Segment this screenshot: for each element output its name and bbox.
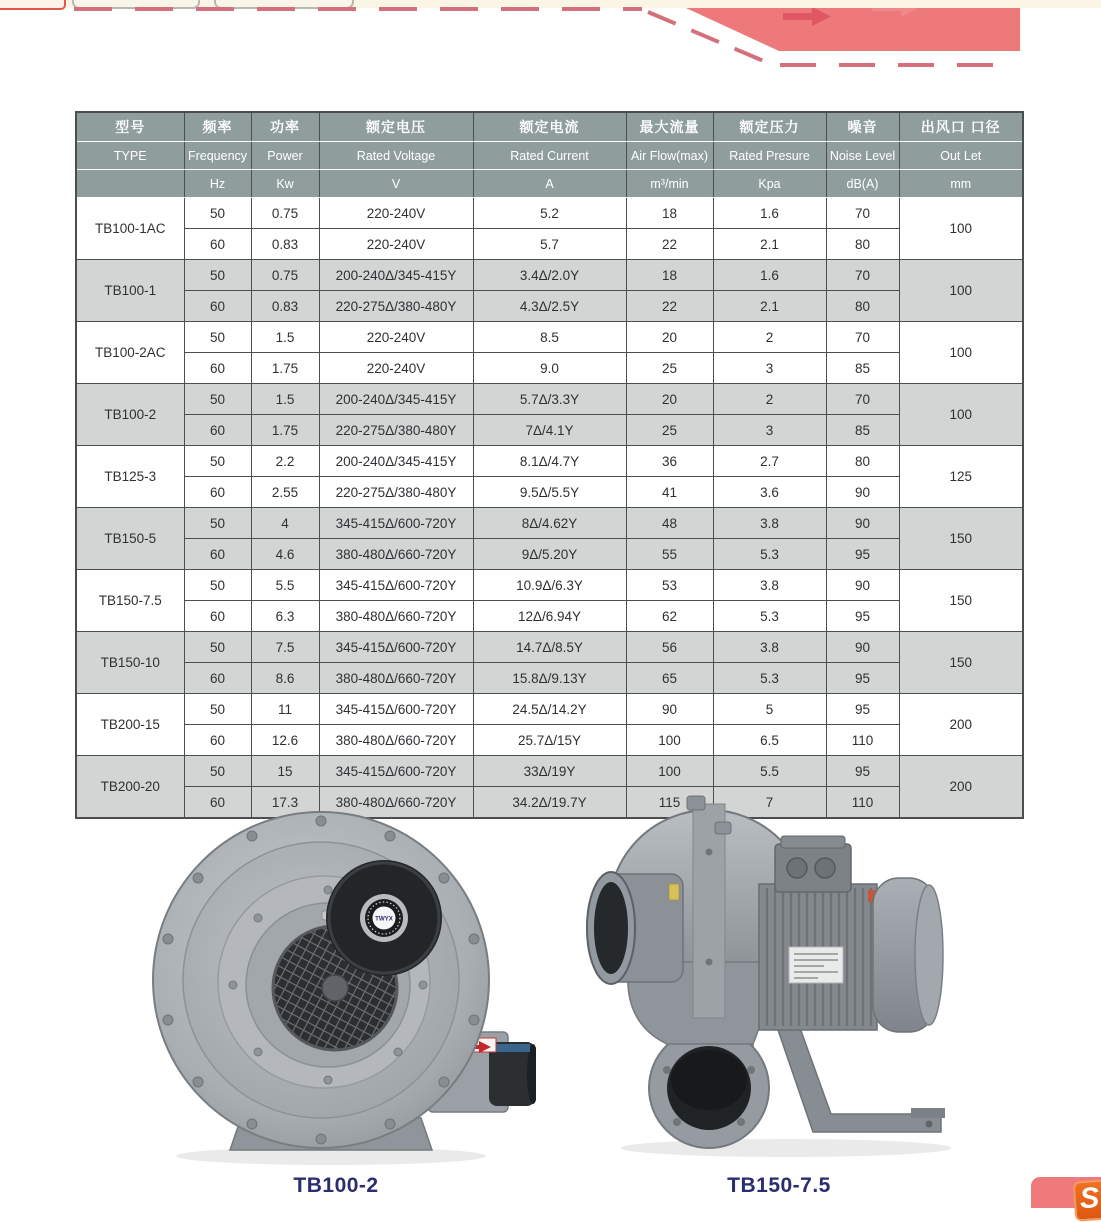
table-cell: 110 bbox=[826, 787, 899, 819]
header-row-english bbox=[76, 142, 1023, 170]
table-cell: 50 bbox=[184, 446, 251, 477]
table-cell: 60 bbox=[184, 291, 251, 322]
header-cell: Kpa bbox=[713, 170, 826, 198]
outlet-cell: 100 bbox=[899, 260, 1023, 322]
table-cell: 80 bbox=[826, 291, 899, 322]
outlet-cell: 150 bbox=[899, 570, 1023, 632]
model-type-cell: TB100-1AC bbox=[76, 198, 184, 260]
table-cell: 4.6 bbox=[251, 539, 319, 570]
table-cell: 2.1 bbox=[713, 229, 826, 260]
table-cell: 3.8 bbox=[713, 632, 826, 663]
table-row bbox=[76, 663, 1023, 694]
outlet-cell: 150 bbox=[899, 632, 1023, 694]
model-type-cell: TB150-10 bbox=[76, 632, 184, 694]
table-cell: 12Δ/6.94Y bbox=[473, 601, 626, 632]
table-cell: 60 bbox=[184, 663, 251, 694]
table-cell: 50 bbox=[184, 198, 251, 229]
table-cell: 9.5Δ/5.5Y bbox=[473, 477, 626, 508]
header-cell: 额定电压 bbox=[319, 112, 473, 142]
model-type-cell: TB200-20 bbox=[76, 756, 184, 819]
header-cell: m³/min bbox=[626, 170, 713, 198]
outlet-cell: 100 bbox=[899, 384, 1023, 446]
spec-table-container bbox=[75, 111, 1024, 819]
brand-badge-icon: S bbox=[1073, 1178, 1101, 1221]
table-cell: 55 bbox=[626, 539, 713, 570]
header-cell: 额定压力 bbox=[713, 112, 826, 142]
table-cell: 9Δ/5.20Y bbox=[473, 539, 626, 570]
table-cell: 5 bbox=[713, 694, 826, 725]
table-row bbox=[76, 322, 1023, 353]
table-cell: 36 bbox=[626, 446, 713, 477]
table-cell: 90 bbox=[626, 694, 713, 725]
header-cell: 噪音 bbox=[826, 112, 899, 142]
table-cell: 18 bbox=[626, 198, 713, 229]
model-type-cell: TB150-5 bbox=[76, 508, 184, 570]
table-cell: 41 bbox=[626, 477, 713, 508]
table-cell: 220-240V bbox=[319, 198, 473, 229]
table-row bbox=[76, 725, 1023, 756]
table-cell: 95 bbox=[826, 694, 899, 725]
table-cell: 220-275Δ/380-480Y bbox=[319, 415, 473, 446]
table-cell: 34.2Δ/19.7Y bbox=[473, 787, 626, 819]
table-row bbox=[76, 539, 1023, 570]
header-cell: Rated Current bbox=[473, 142, 626, 170]
table-cell: 80 bbox=[826, 229, 899, 260]
table-cell: 220-275Δ/380-480Y bbox=[319, 291, 473, 322]
motor-body bbox=[759, 884, 877, 1030]
table-cell: 95 bbox=[826, 601, 899, 632]
table-cell: 5.2 bbox=[473, 198, 626, 229]
header-cell: mm bbox=[899, 170, 1023, 198]
table-cell: 6.5 bbox=[713, 725, 826, 756]
table-cell: 85 bbox=[826, 415, 899, 446]
table-cell: 380-480Δ/660-720Y bbox=[319, 539, 473, 570]
junction-box bbox=[775, 836, 851, 892]
motor-end-cap bbox=[873, 878, 943, 1032]
table-cell: 60 bbox=[184, 229, 251, 260]
header-cell: Frequency bbox=[184, 142, 251, 170]
table-cell: 220-275Δ/380-480Y bbox=[319, 477, 473, 508]
table-row bbox=[76, 694, 1023, 725]
outlet-cell: 200 bbox=[899, 694, 1023, 756]
header-row-units bbox=[76, 170, 1023, 198]
caption-left-model: TB100-2 bbox=[293, 1174, 379, 1197]
table-cell: 50 bbox=[184, 322, 251, 353]
table-cell: 11 bbox=[251, 694, 319, 725]
table-cell: 50 bbox=[184, 694, 251, 725]
table-cell: 345-415Δ/600-720Y bbox=[319, 632, 473, 663]
mounting-feet bbox=[777, 1017, 945, 1132]
table-header bbox=[76, 112, 1023, 198]
table-cell: 1.6 bbox=[713, 260, 826, 291]
table-cell: 220-240V bbox=[319, 353, 473, 384]
table-cell: 200-240Δ/345-415Y bbox=[319, 260, 473, 291]
table-cell: 70 bbox=[826, 260, 899, 291]
table-cell: 70 bbox=[826, 384, 899, 415]
table-cell: 15.8Δ/9.13Y bbox=[473, 663, 626, 694]
model-type-cell: TB100-2AC bbox=[76, 322, 184, 384]
table-cell: 5.3 bbox=[713, 663, 826, 694]
header-cell: 出风口 口径 bbox=[899, 112, 1023, 142]
table-cell: 60 bbox=[184, 415, 251, 446]
header-cell: Kw bbox=[251, 170, 319, 198]
outlet-cell: 100 bbox=[899, 322, 1023, 384]
table-cell: 56 bbox=[626, 632, 713, 663]
table-row bbox=[76, 415, 1023, 446]
table-cell: 1.75 bbox=[251, 415, 319, 446]
header-cell: A bbox=[473, 170, 626, 198]
table-cell: 25 bbox=[626, 353, 713, 384]
table-cell: 95 bbox=[826, 756, 899, 787]
header-cell: 功率 bbox=[251, 112, 319, 142]
table-cell: 5.7Δ/3.3Y bbox=[473, 384, 626, 415]
table-cell: 90 bbox=[826, 508, 899, 539]
table-cell: 110 bbox=[826, 725, 899, 756]
table-cell: 1.6 bbox=[713, 198, 826, 229]
table-row bbox=[76, 570, 1023, 601]
header-cell: Hz bbox=[184, 170, 251, 198]
table-cell: 90 bbox=[826, 632, 899, 663]
table-cell: 5.3 bbox=[713, 539, 826, 570]
table-cell: 3 bbox=[713, 415, 826, 446]
table-cell: 2.55 bbox=[251, 477, 319, 508]
blower-side-photo bbox=[581, 792, 981, 1164]
table-row bbox=[76, 601, 1023, 632]
table-cell: 8Δ/4.62Y bbox=[473, 508, 626, 539]
table-cell: 60 bbox=[184, 725, 251, 756]
header-cell: 最大流量 bbox=[626, 112, 713, 142]
table-cell: 2.1 bbox=[713, 291, 826, 322]
table-cell: 3.6 bbox=[713, 477, 826, 508]
table-cell: 8.5 bbox=[473, 322, 626, 353]
table-cell: 9.0 bbox=[473, 353, 626, 384]
table-row bbox=[76, 756, 1023, 787]
table-cell: 7Δ/4.1Y bbox=[473, 415, 626, 446]
table-cell: 3.4Δ/2.0Y bbox=[473, 260, 626, 291]
outlet-cell: 100 bbox=[899, 198, 1023, 260]
table-cell: 8.1Δ/4.7Y bbox=[473, 446, 626, 477]
header-cell: TYPE bbox=[76, 142, 184, 170]
table-cell: 6.3 bbox=[251, 601, 319, 632]
model-type-cell: TB100-1 bbox=[76, 260, 184, 322]
table-cell: 20 bbox=[626, 384, 713, 415]
table-cell: 5.7 bbox=[473, 229, 626, 260]
table-cell: 5.5 bbox=[251, 570, 319, 601]
table-cell: 60 bbox=[184, 539, 251, 570]
table-cell: 1.5 bbox=[251, 384, 319, 415]
table-row bbox=[76, 477, 1023, 508]
table-cell: 345-415Δ/600-720Y bbox=[319, 756, 473, 787]
table-cell: 3.8 bbox=[713, 570, 826, 601]
table-cell: 3 bbox=[713, 353, 826, 384]
header-cell: 型号 bbox=[76, 112, 184, 142]
header-cell bbox=[76, 170, 184, 198]
table-row bbox=[76, 291, 1023, 322]
table-cell: 10.9Δ/6.3Y bbox=[473, 570, 626, 601]
header-cell: dB(A) bbox=[826, 170, 899, 198]
table-cell: 33Δ/19Y bbox=[473, 756, 626, 787]
table-cell: 2 bbox=[713, 384, 826, 415]
table-cell: 22 bbox=[626, 291, 713, 322]
pink-banner-shape bbox=[686, 8, 1020, 51]
table-cell: 50 bbox=[184, 632, 251, 663]
table-cell: 50 bbox=[184, 260, 251, 291]
table-cell: 220-240V bbox=[319, 322, 473, 353]
table-cell: 2.2 bbox=[251, 446, 319, 477]
table-cell: 12.6 bbox=[251, 725, 319, 756]
header-cell: Out Let bbox=[899, 142, 1023, 170]
table-row bbox=[76, 198, 1023, 229]
table-cell: 200-240Δ/345-415Y bbox=[319, 446, 473, 477]
table-row bbox=[76, 508, 1023, 539]
table-cell: 50 bbox=[184, 508, 251, 539]
table-row bbox=[76, 229, 1023, 260]
outlet-cell: 200 bbox=[899, 756, 1023, 819]
header-cell: Power bbox=[251, 142, 319, 170]
table-cell: 70 bbox=[826, 322, 899, 353]
table-cell: 14.7Δ/8.5Y bbox=[473, 632, 626, 663]
table-row bbox=[76, 446, 1023, 477]
table-cell: 345-415Δ/600-720Y bbox=[319, 570, 473, 601]
table-cell: 18 bbox=[626, 260, 713, 291]
table-cell: 15 bbox=[251, 756, 319, 787]
table-cell: 380-480Δ/660-720Y bbox=[319, 725, 473, 756]
table-cell: 25.7Δ/15Y bbox=[473, 725, 626, 756]
table-cell: 1.75 bbox=[251, 353, 319, 384]
table-cell: 53 bbox=[626, 570, 713, 601]
table-cell: 2 bbox=[713, 322, 826, 353]
table-cell: 345-415Δ/600-720Y bbox=[319, 694, 473, 725]
table-cell: 50 bbox=[184, 570, 251, 601]
table-cell: 4 bbox=[251, 508, 319, 539]
table-cell: 22 bbox=[626, 229, 713, 260]
table-cell: 60 bbox=[184, 477, 251, 508]
caption-right-model: TB150-7.5 bbox=[727, 1174, 831, 1197]
blower-front-photo bbox=[136, 792, 536, 1172]
table-cell: 4.3Δ/2.5Y bbox=[473, 291, 626, 322]
hub-logo-text: TWYX bbox=[375, 915, 393, 923]
model-type-cell: TB200-15 bbox=[76, 694, 184, 756]
table-row bbox=[76, 632, 1023, 663]
table-cell: 25 bbox=[626, 415, 713, 446]
table-cell: 60 bbox=[184, 787, 251, 819]
table-cell: 50 bbox=[184, 756, 251, 787]
header-cell: Air Flow(max) bbox=[626, 142, 713, 170]
header-cell: Noise Level bbox=[826, 142, 899, 170]
header-cell: Rated Voltage bbox=[319, 142, 473, 170]
model-type-cell: TB150-7.5 bbox=[76, 570, 184, 632]
header-cell: 频率 bbox=[184, 112, 251, 142]
table-row bbox=[76, 353, 1023, 384]
table-cell: 20 bbox=[626, 322, 713, 353]
table-cell: 200-240Δ/345-415Y bbox=[319, 384, 473, 415]
table-cell: 380-480Δ/660-720Y bbox=[319, 787, 473, 819]
table-cell: 2.7 bbox=[713, 446, 826, 477]
table-cell: 48 bbox=[626, 508, 713, 539]
header-cell: 额定电流 bbox=[473, 112, 626, 142]
table-cell: 90 bbox=[826, 570, 899, 601]
table-cell: 95 bbox=[826, 539, 899, 570]
table-cell: 100 bbox=[626, 756, 713, 787]
table-body bbox=[76, 198, 1023, 819]
table-row bbox=[76, 260, 1023, 291]
header-cell: V bbox=[319, 170, 473, 198]
table-cell: 7 bbox=[713, 787, 826, 819]
header-cell: Rated Presure bbox=[713, 142, 826, 170]
table-cell: 5.5 bbox=[713, 756, 826, 787]
table-cell: 17.3 bbox=[251, 787, 319, 819]
table-cell: 80 bbox=[826, 446, 899, 477]
table-cell: 60 bbox=[184, 353, 251, 384]
table-cell: 345-415Δ/600-720Y bbox=[319, 508, 473, 539]
table-cell: 8.6 bbox=[251, 663, 319, 694]
table-cell: 5.3 bbox=[713, 601, 826, 632]
table-cell: 380-480Δ/660-720Y bbox=[319, 663, 473, 694]
table-cell: 62 bbox=[626, 601, 713, 632]
table-cell: 220-240V bbox=[319, 229, 473, 260]
table-cell: 70 bbox=[826, 198, 899, 229]
table-cell: 100 bbox=[626, 725, 713, 756]
outlet-cell: 125 bbox=[899, 446, 1023, 508]
blower-spec-table bbox=[75, 111, 1024, 819]
header-row-chinese bbox=[76, 112, 1023, 142]
inlet-port bbox=[587, 872, 683, 984]
table-cell: 0.83 bbox=[251, 291, 319, 322]
table-cell: 115 bbox=[626, 787, 713, 819]
table-cell: 3.8 bbox=[713, 508, 826, 539]
table-row bbox=[76, 384, 1023, 415]
table-cell: 0.75 bbox=[251, 198, 319, 229]
table-cell: 90 bbox=[826, 477, 899, 508]
table-cell: 0.83 bbox=[251, 229, 319, 260]
table-cell: 7.5 bbox=[251, 632, 319, 663]
table-cell: 65 bbox=[626, 663, 713, 694]
table-cell: 60 bbox=[184, 601, 251, 632]
table-cell: 380-480Δ/660-720Y bbox=[319, 601, 473, 632]
header-decoration bbox=[0, 0, 1101, 80]
model-type-cell: TB100-2 bbox=[76, 384, 184, 446]
table-cell: 1.5 bbox=[251, 322, 319, 353]
model-type-cell: TB125-3 bbox=[76, 446, 184, 508]
table-cell: 50 bbox=[184, 384, 251, 415]
table-cell: 0.75 bbox=[251, 260, 319, 291]
outlet-cell: 150 bbox=[899, 508, 1023, 570]
table-cell: 24.5Δ/14.2Y bbox=[473, 694, 626, 725]
table-cell: 95 bbox=[826, 663, 899, 694]
table-cell: 85 bbox=[826, 353, 899, 384]
